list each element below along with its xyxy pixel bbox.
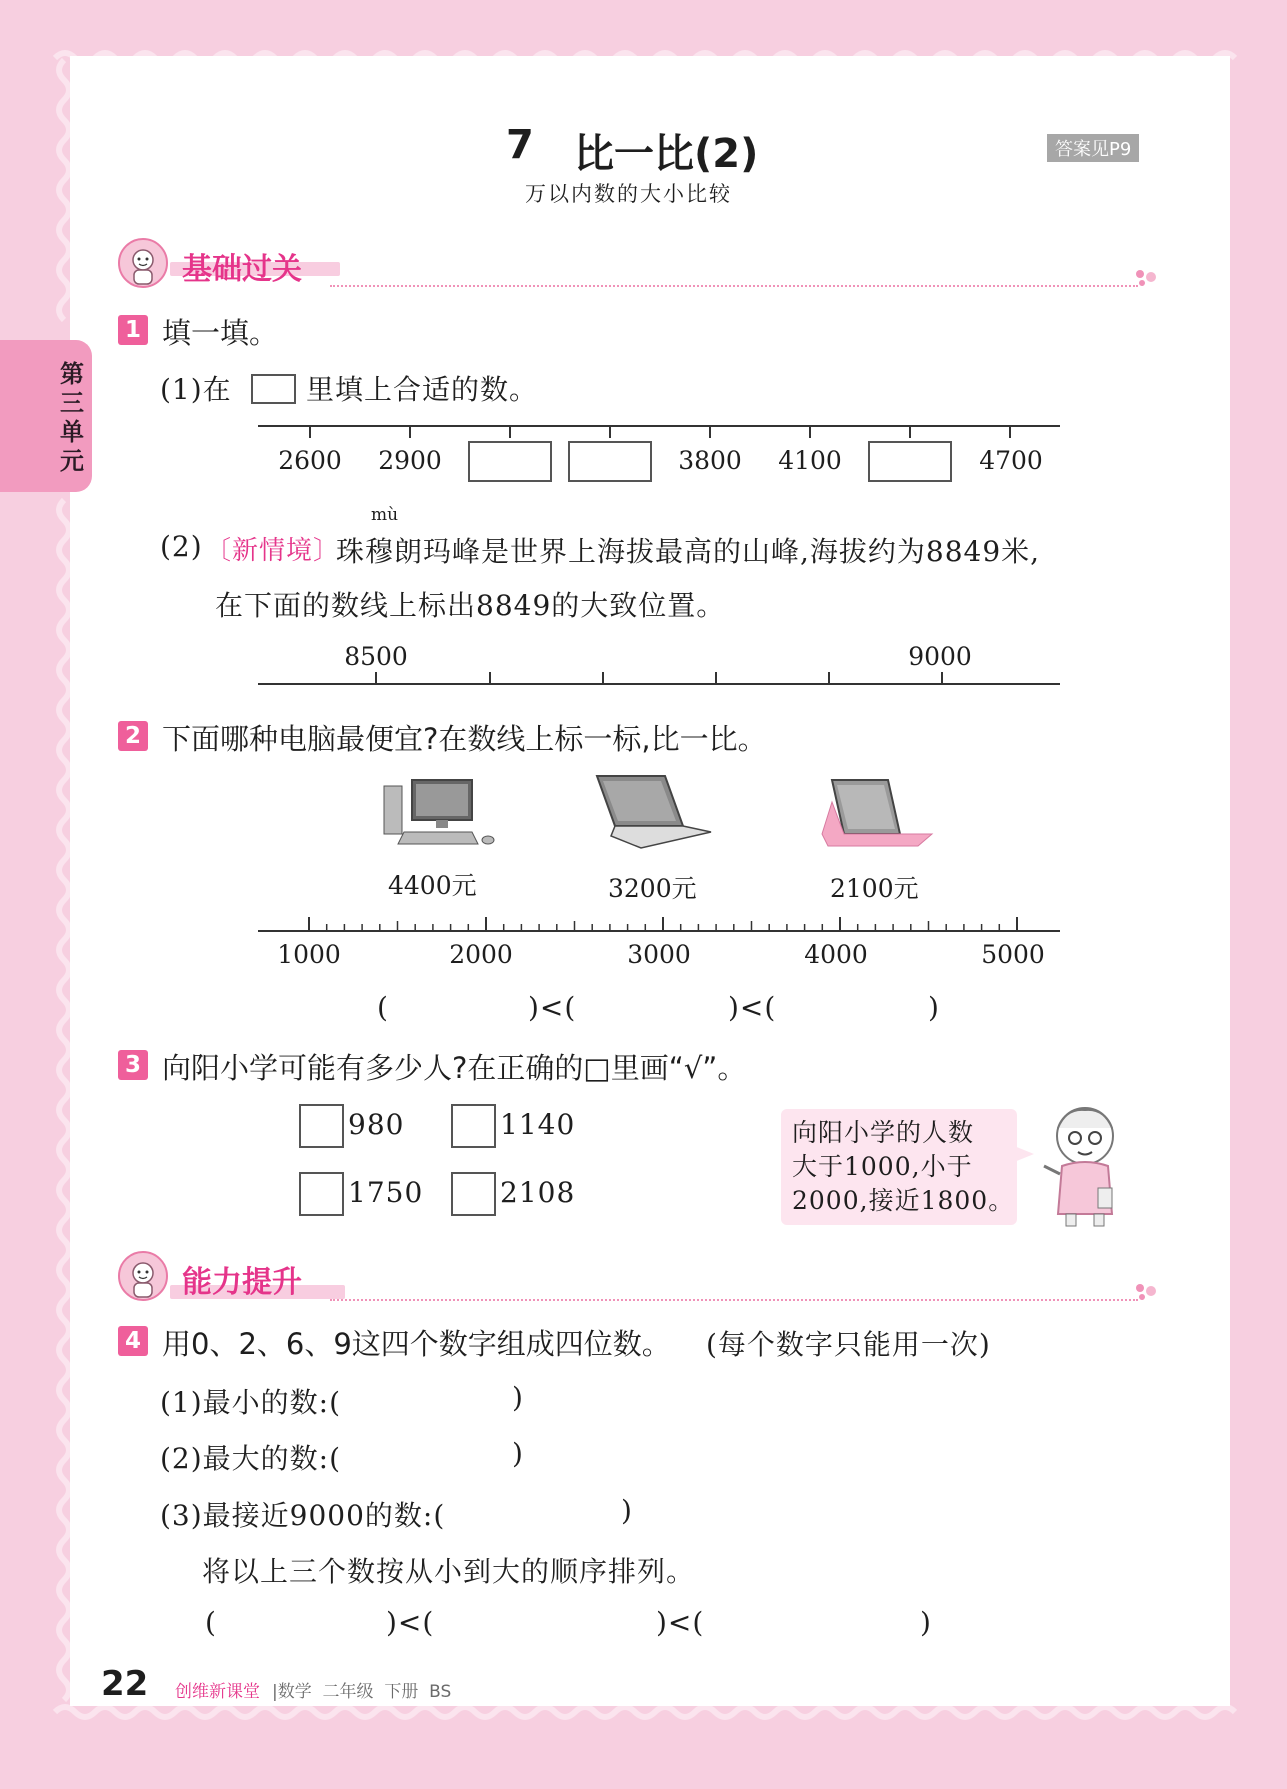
section-mascot-icon — [118, 1251, 168, 1301]
number-line-label: 9000 — [908, 642, 972, 671]
new-context-tag: 〔新情境〕 — [205, 536, 341, 566]
axis-label: 3000 — [627, 940, 691, 969]
decorative-dots-icon — [1135, 1283, 1159, 1301]
question-number-badge: 2 — [118, 721, 148, 751]
answer-close-paren: ) — [512, 1381, 524, 1414]
option-label: 980 — [348, 1108, 405, 1141]
page-number: 22 — [101, 1664, 149, 1704]
subquestion-1-post: 里填上合适的数。 — [306, 373, 539, 406]
axis-label: 5000 — [981, 940, 1045, 969]
price-label: 2100元 — [830, 874, 919, 903]
answer-close-paren: ) — [512, 1437, 524, 1470]
checkbox[interactable] — [451, 1172, 496, 1216]
teacher-character-icon — [1040, 1102, 1130, 1230]
ordering-instruction: 将以上三个数按从小到大的顺序排列。 — [202, 1555, 696, 1588]
number-line-label: 2600 — [278, 446, 342, 475]
question-prompt: 填一填。 — [162, 316, 279, 350]
subquestion-3: (3)最接近9000的数:( — [160, 1499, 446, 1532]
answer-box[interactable] — [568, 441, 652, 482]
speech-tail — [1014, 1144, 1036, 1164]
comparison-open: ( — [205, 1606, 217, 1639]
decorative-dots-icon — [1135, 269, 1159, 287]
checkbox[interactable] — [451, 1104, 496, 1148]
subquestion-2-prefix: (2) — [160, 530, 203, 563]
section-dotted-line — [330, 285, 1138, 287]
comparison-less-than: )<( — [728, 991, 777, 1024]
answer-close-paren: ) — [621, 1494, 633, 1527]
question-number-badge: 1 — [118, 315, 148, 345]
comparison-less-than: )<( — [528, 991, 577, 1024]
laptop-icon — [593, 774, 715, 854]
price-label: 3200元 — [608, 874, 697, 903]
hint-line: 2000,接近1800。 — [792, 1186, 1015, 1215]
number-line-label: 8500 — [344, 642, 408, 671]
hint-line: 大于1000,小于 — [792, 1152, 973, 1181]
hint-line: 向阳小学的人数 — [792, 1118, 975, 1147]
question-number-badge: 3 — [118, 1050, 148, 1080]
lesson-title: 比一比(2) — [574, 131, 759, 177]
inline-blank-box — [251, 374, 296, 404]
question-prompt: 下面哪种电脑最便宜?在数线上标一标,比一比。 — [162, 722, 767, 756]
subquestion-1-pre: (1)在 — [160, 373, 232, 406]
number-line-1 — [255, 418, 1065, 442]
question-number-badge: 4 — [118, 1326, 148, 1356]
axis-label: 2000 — [449, 940, 513, 969]
footer-book-info: |数学 二年级 下册 BS — [272, 1682, 452, 1702]
question-prompt: 向阳小学可能有多少人?在正确的□里画“√”。 — [162, 1051, 747, 1085]
comparison-open: ( — [377, 991, 389, 1024]
option-label: 1750 — [348, 1176, 424, 1209]
axis-label: 1000 — [277, 940, 341, 969]
number-line-label: 3800 — [678, 446, 742, 475]
price-number-line[interactable] — [255, 915, 1065, 935]
question-prompt: 用0、2、6、9这四个数字组成四位数。 — [162, 1327, 671, 1361]
question-prompt-note: (每个数字只能用一次) — [706, 1328, 991, 1361]
unit-side-tab-label: 第 三 单 元 — [60, 360, 84, 475]
section-title-advanced: 能力提升 — [182, 1265, 302, 1300]
checkbox[interactable] — [299, 1172, 344, 1216]
desktop-computer-icon — [382, 778, 498, 848]
pinyin-annotation: mù — [371, 505, 399, 525]
number-line-label: 4100 — [778, 446, 842, 475]
answer-box[interactable] — [468, 441, 552, 482]
axis-label: 4000 — [804, 940, 868, 969]
subquestion-1: (1)最小的数:( — [160, 1386, 342, 1419]
checkbox[interactable] — [299, 1104, 344, 1148]
section-dotted-line — [330, 1299, 1138, 1301]
comparison-less-than: )<( — [656, 1606, 705, 1639]
section-mascot-icon — [118, 238, 168, 288]
subquestion-2-line2: 在下面的数线上标出8849的大致位置。 — [215, 589, 726, 622]
comparison-close: ) — [920, 1606, 932, 1639]
answer-reference-badge: 答案见P9 — [1047, 134, 1139, 162]
option-label: 2108 — [500, 1176, 576, 1209]
subquestion-2: (2)最大的数:( — [160, 1442, 342, 1475]
answer-box[interactable] — [868, 441, 952, 482]
comparison-close: ) — [928, 991, 940, 1024]
price-label: 4400元 — [388, 871, 477, 900]
lesson-number: 7 — [506, 122, 534, 168]
number-line-label: 4700 — [979, 446, 1043, 475]
section-title-basic: 基础过关 — [182, 252, 302, 287]
option-label: 1140 — [500, 1108, 576, 1141]
number-line-label: 2900 — [378, 446, 442, 475]
number-line-2[interactable] — [255, 672, 1065, 688]
tablet-icon — [818, 778, 938, 848]
lesson-subtitle: 万以内数的大小比较 — [525, 182, 732, 206]
footer-brand: 创维新课堂 — [175, 1682, 260, 1702]
subquestion-2-line1: 珠穆朗玛峰是世界上海拔最高的山峰,海拔约为8849米, — [336, 535, 1041, 568]
comparison-less-than: )<( — [386, 1606, 435, 1639]
